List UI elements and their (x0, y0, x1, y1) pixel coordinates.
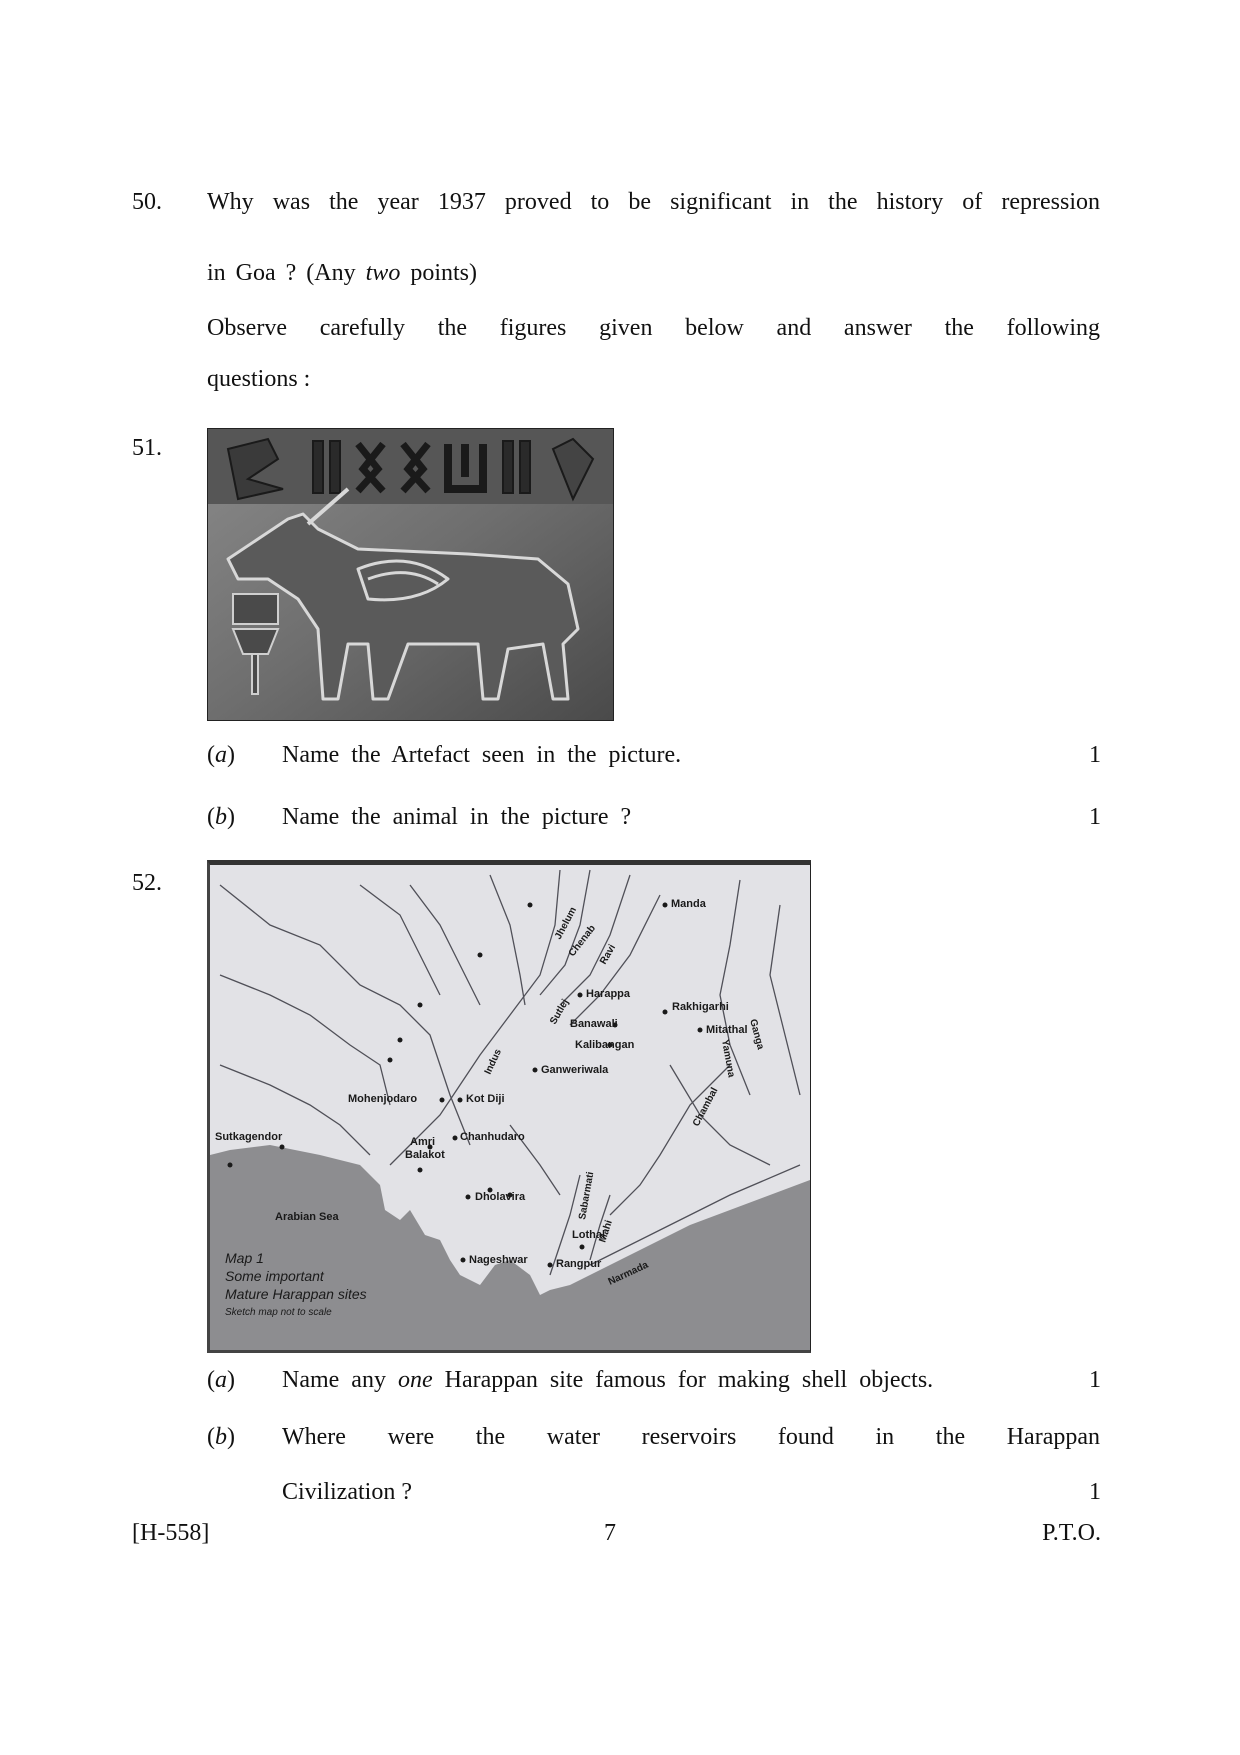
site-kot-diji: Kot Diji (466, 1093, 505, 1105)
sea-label: Arabian Sea (275, 1211, 339, 1223)
site-lothal: Lothal (572, 1229, 605, 1241)
question-51-part-b-text: Name the animal in the picture ? (282, 804, 632, 830)
instruction-line-2: questions : (207, 366, 311, 392)
harappan-sites-map (207, 860, 811, 1353)
question-51-part-a-marks: 1 (1089, 742, 1101, 768)
site-kalibangan: Kalibangan (575, 1039, 635, 1051)
site-mohenjodaro: Mohenjodaro (348, 1093, 418, 1105)
site-sutkagendor: Sutkagendor (215, 1131, 283, 1143)
river-narmada: Narmada (606, 1259, 651, 1288)
instruction-line-1: Observe carefully the figures given below and answer the following (207, 315, 1100, 341)
river-chambal: Chambal (690, 1085, 721, 1129)
site-rakhigarhi: Rakhigarhi (672, 1001, 729, 1013)
question-52-part-a-label: (a) (207, 1367, 235, 1393)
site-harappa: Harappa (586, 988, 631, 1000)
river-jhelum: Jhelum (552, 905, 580, 942)
question-51-part-b-label: (b) (207, 804, 235, 830)
page-number: 7 (604, 1520, 616, 1546)
harappan-map-icon (210, 865, 810, 1350)
river-ravi: Ravi (598, 942, 619, 967)
question-52-part-b-label: (b) (207, 1424, 235, 1450)
river-indus: Indus (482, 1047, 504, 1077)
map-caption-line-3: Mature Harappan sites (225, 1286, 367, 1302)
site-dholavira: Dholavira (475, 1191, 526, 1203)
question-51-number: 51. (132, 435, 162, 461)
site-balakot: Balakot (405, 1149, 445, 1161)
site-chanhudaro: Chanhudaro (460, 1131, 525, 1143)
map-caption-line-2: Some important (225, 1268, 324, 1284)
question-52-part-b-line-1: Where were the water reservoirs found in the Harappan (282, 1424, 1100, 1450)
question-50-line-2: in Goa ? (Any two points) (207, 260, 477, 286)
river-chenab: Chenab (566, 923, 598, 959)
indus-seal-image (207, 428, 614, 721)
river-mahi: Mahi (597, 1218, 615, 1244)
question-51-part-a-label: (a) (207, 742, 235, 768)
map-caption-line-1: Map 1 (225, 1250, 264, 1266)
paper-code: [H-558] (132, 1520, 210, 1546)
site-banawali: Banawali (570, 1018, 618, 1030)
question-52-part-b-marks: 1 (1089, 1479, 1101, 1505)
site-ganweriwala: Ganweriwala (541, 1064, 609, 1076)
question-52-number: 52. (132, 870, 162, 896)
question-52-part-b-line-2: Civilization ? (282, 1479, 412, 1505)
question-51-part-a-text: Name the Artefact seen in the picture. (282, 742, 682, 768)
question-50-line-1: Why was the year 1937 proved to be significant in the history of repression (207, 189, 1100, 215)
question-52-part-a-marks: 1 (1089, 1367, 1101, 1393)
map-note: Sketch map not to scale (225, 1307, 332, 1318)
site-mitathal: Mitathal (706, 1024, 748, 1036)
question-52-part-a-text: Name any one Harappan site famous for making shell objects. (282, 1367, 934, 1393)
site-nageshwar: Nageshwar (469, 1254, 528, 1266)
river-yamuna: Yamuna (719, 1038, 737, 1079)
site-amri: Amri (410, 1136, 436, 1148)
river-sutlej: Sutlej (548, 997, 572, 1027)
question-51-part-b-marks: 1 (1089, 804, 1101, 830)
river-ganga: Ganga (747, 1017, 766, 1051)
pto-label: P.T.O. (1042, 1520, 1101, 1546)
indus-seal-unicorn-icon (208, 429, 613, 720)
river-sabarmati: Sabarmati (577, 1170, 597, 1221)
question-50-number: 50. (132, 189, 162, 215)
site-manda: Manda (671, 898, 706, 910)
site-rangpur: Rangpur (556, 1258, 602, 1270)
